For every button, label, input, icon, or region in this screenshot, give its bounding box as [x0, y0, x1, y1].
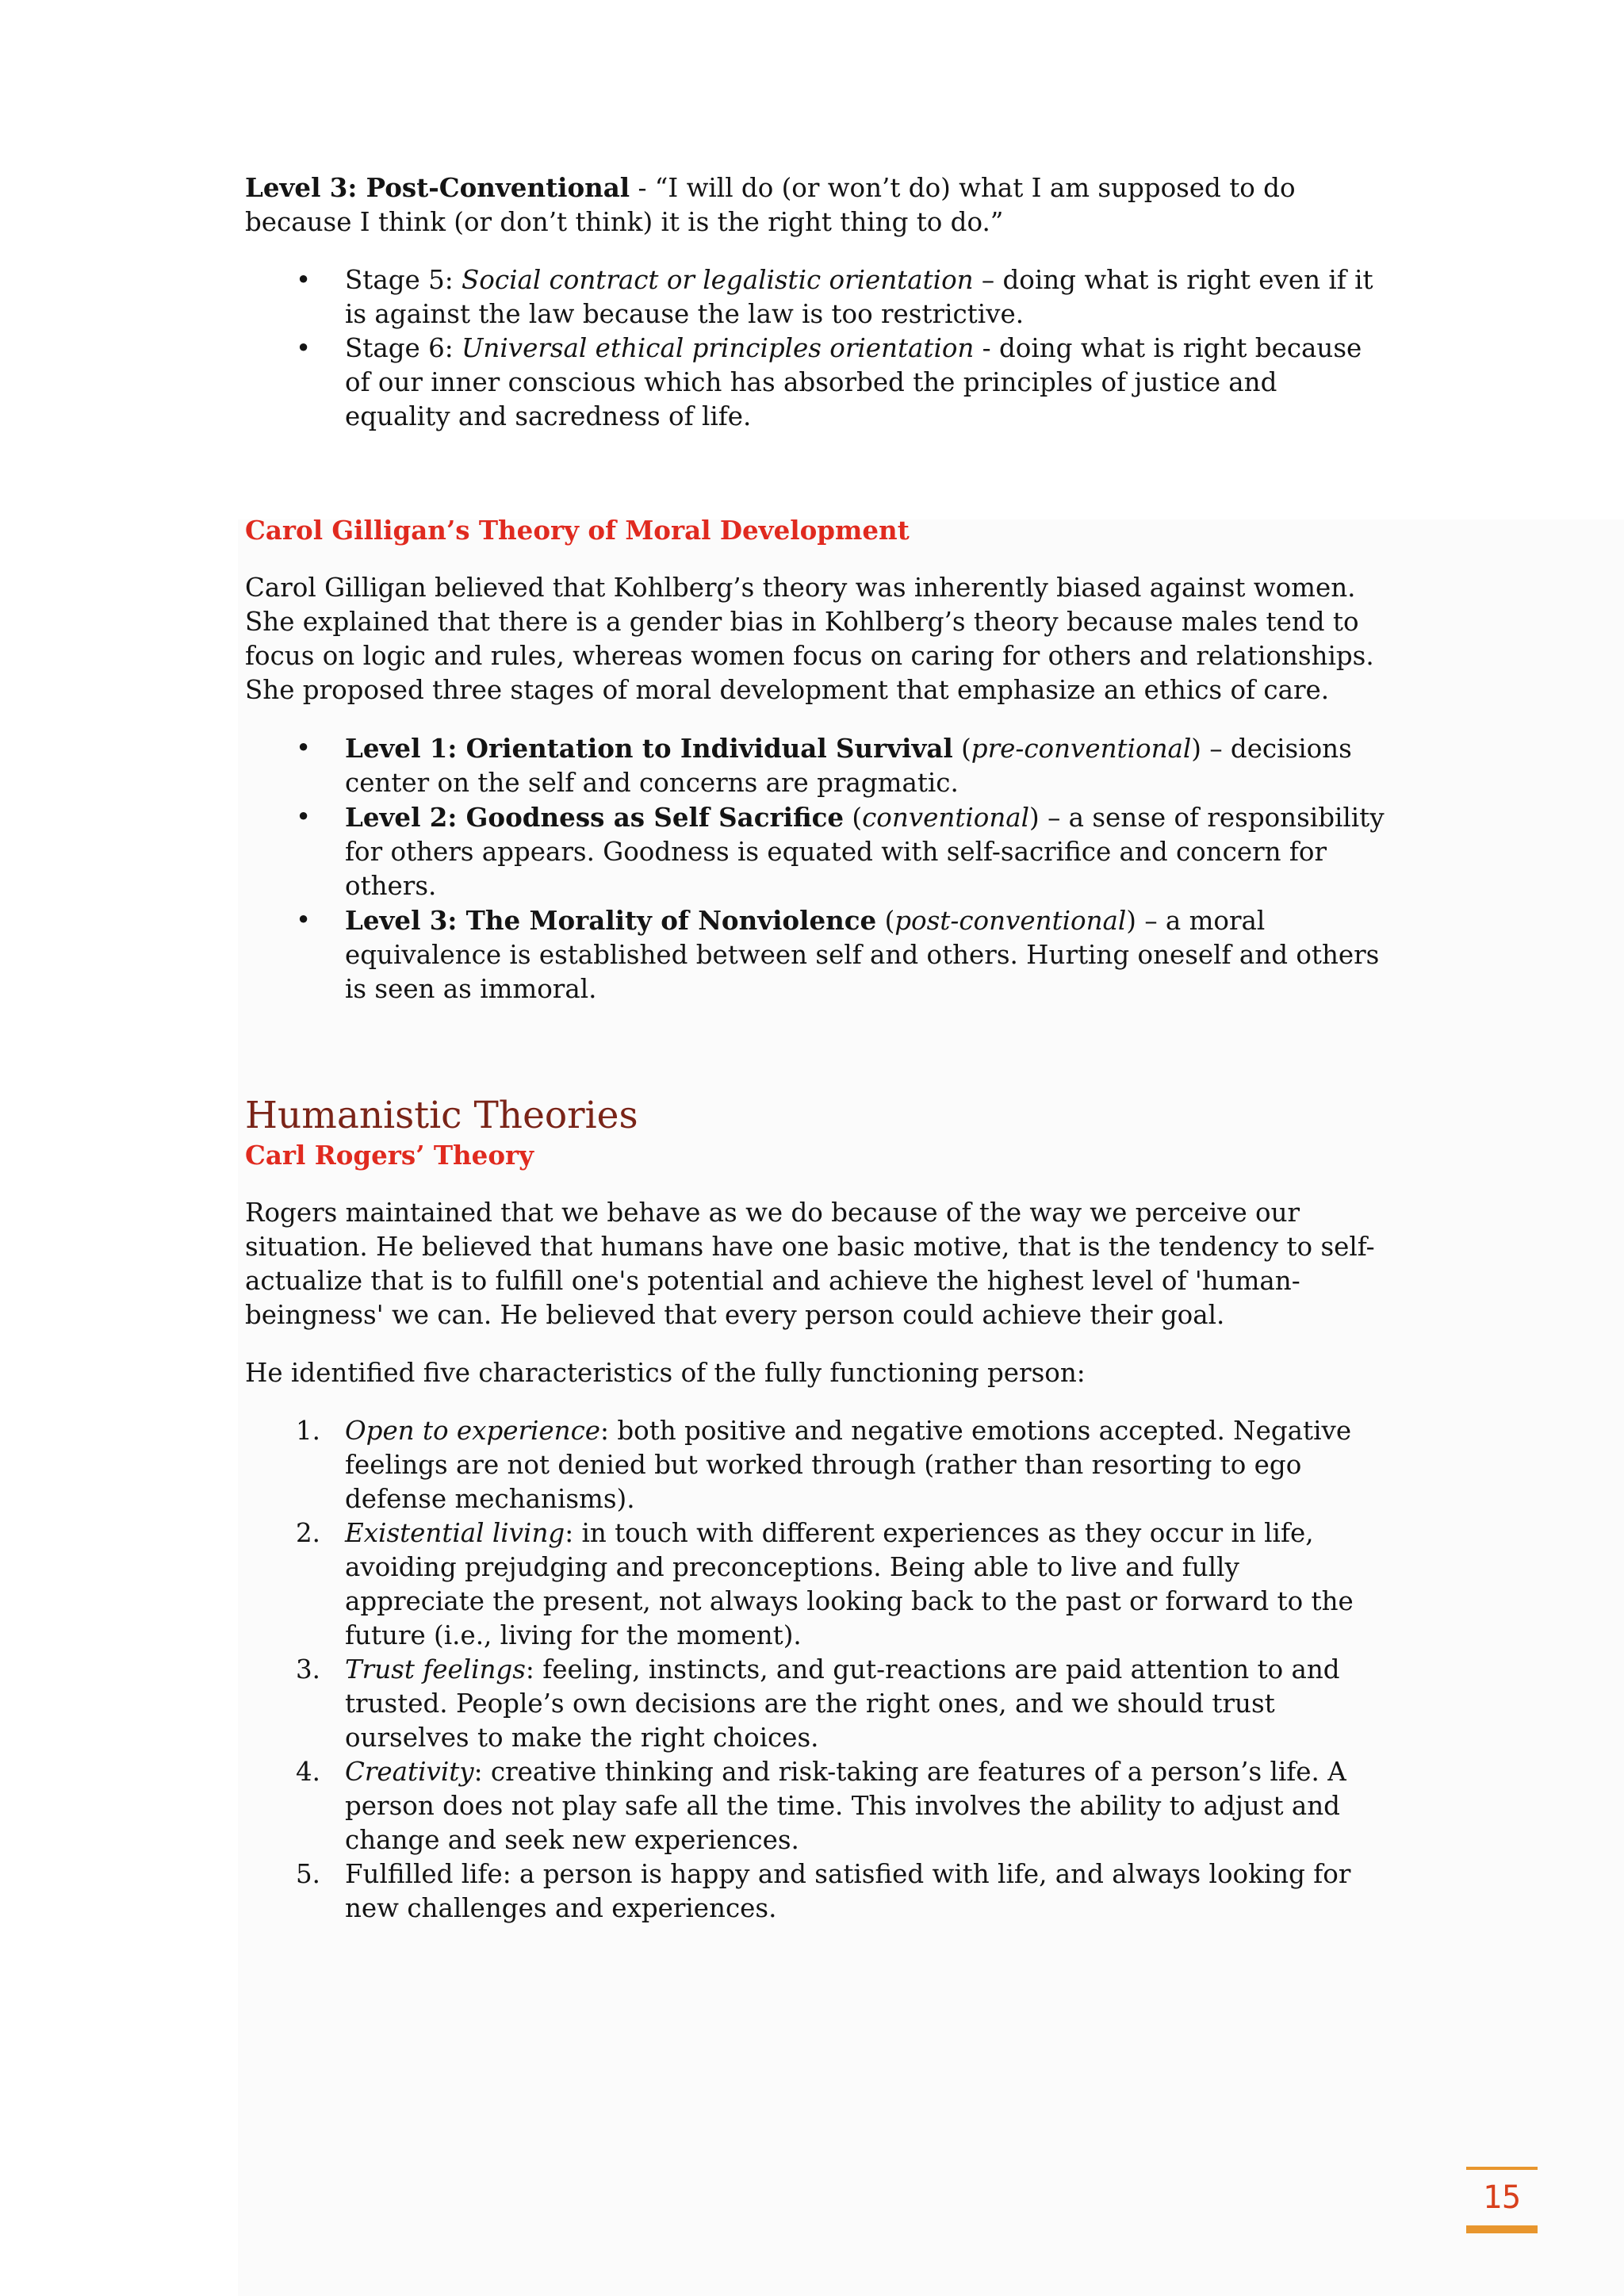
characteristic-term: Creativity [345, 1757, 474, 1787]
stage-prefix: Stage 6: [345, 333, 462, 363]
level3-label: Level 3: Post-Conventional [245, 172, 630, 203]
page-number: 15 [1482, 2179, 1522, 2216]
list-number: 2. [296, 1518, 321, 1548]
level-paren: pre-conventional [971, 734, 1192, 764]
level-name: Level 1: Orientation to Individual Survival [345, 733, 953, 764]
level-name: Level 3: The Morality of Nonviolence [345, 905, 877, 936]
stage-prefix: Stage 5: [345, 265, 462, 295]
level3-text: - “I will do (or won’t do) what I am supposed to do because I think (or don’t think) it is the right thing to do.” [245, 173, 1296, 237]
level-paren: conventional [862, 803, 1030, 833]
list-item: • Level 3: The Morality of Nonviolence (post-conventional) – a moral equivalence is established between self and others. Hurting oneself and others is seen as immoral. [296, 905, 1380, 1004]
page-number-bottom-bar [1466, 2225, 1538, 2233]
characteristic-term: Open to experience [345, 1416, 601, 1446]
list-item [245, 1755, 1387, 1857]
gilligan-section-title: Carol Gilligan’s Theory of Moral Development [245, 515, 910, 546]
bullet-icon: • [296, 733, 312, 763]
level-text: – decisions center on the self and concerns are pragmatic. [345, 734, 1352, 798]
list-item: • Level 1: Orientation to Individual Survival (pre-conventional) – decisions center on the self and concerns are pragmatic. [296, 733, 1352, 798]
gilligan-levels-list [245, 731, 1387, 1006]
level-text: – a sense of responsibility for others appears. Goodness is equated with self-sacrifice and concern for others. [345, 803, 1385, 901]
bullet-icon: • [296, 333, 312, 363]
bullet-icon: • [296, 265, 312, 295]
characteristic-text: : feeling, instincts, and gut-reactions are paid attention to and trusted. People’s own decisions are the right ones, and we should trust ourselves to make the right choices. [345, 1654, 1340, 1753]
list-item [245, 332, 1387, 434]
gilligan-paragraph: Carol Gilligan believed that Kohlberg’s theory was inherently biased against women. She explained that there is a gender bias in Kohlberg’s theory because males tend to focus on logic and rules, whereas women focus on caring for others and relationships. She proposed three stages of moral development that emphasize an ethics of care. [245, 573, 1374, 705]
characteristic-term: Existential living [345, 1518, 565, 1548]
list-item: • Level 2: Goodness as Self Sacrifice (conventional) – a sense of responsibility for others appears. Goodness is equated with self-sacrifice and concern for others. [296, 802, 1385, 901]
list-item [245, 1414, 1387, 1516]
list-item [245, 1516, 1387, 1653]
characteristic-text: : creative thinking and risk-taking are features of a person’s life. A person does not play safe all the time. This involves the ability to adjust and change and seek new experiences. [345, 1757, 1346, 1855]
rogers-subtitle: Carl Rogers’ Theory [245, 1140, 534, 1171]
level3-post-conventional-paragraph [245, 171, 1387, 240]
rogers-paragraph: Rogers maintained that we behave as we do because of the way we perceive our situation. He believed that humans have one basic motive, that is the tendency to self-actualize that is to fulfill one's potential and achieve the highest level of 'human-beingness' we can. He believed that every person could achieve their goal. [245, 1198, 1375, 1330]
stage-name: Social contract or legalistic orientation [462, 265, 974, 295]
characteristic-text: : both positive and negative emotions accepted. Negative feelings are not denied but worked through (rather than resorting to ego defense mechanisms). [345, 1416, 1352, 1514]
stage-text: – doing what is right even if it is against the law because the law is too restrictive. [345, 265, 1373, 329]
bullet-icon: • [296, 905, 312, 935]
kohlberg-stages-list [245, 263, 1387, 434]
characteristic-term: Trust feelings [345, 1654, 526, 1685]
list-item [245, 1653, 1387, 1755]
page-number-top-bar [1466, 2167, 1538, 2170]
page-content [245, 171, 1387, 1926]
stage-name: Universal ethical principles orientation [462, 333, 975, 363]
list-item [245, 263, 1387, 332]
characteristics-list [245, 1414, 1387, 1926]
level-name: Level 2: Goodness as Self Sacrifice [345, 802, 845, 833]
level-text: – a moral equivalence is established between self and others. Hurting oneself and others is seen as immoral. [345, 906, 1380, 1004]
characteristics-intro: He identified five characteristics of the fully functioning person: [245, 1358, 1086, 1388]
bullet-icon: • [296, 802, 312, 832]
list-number: 4. [296, 1757, 321, 1787]
list-number: 5. [296, 1859, 321, 1889]
list-number: 1. [296, 1416, 321, 1446]
list-item [245, 1857, 1387, 1926]
humanistic-heading: Humanistic Theories [245, 1094, 638, 1137]
level-paren: post-conventional [894, 906, 1127, 936]
characteristic-text: Fulfilled life: a person is happy and satisfied with life, and always looking for new challenges and experiences. [345, 1859, 1351, 1923]
page-number-box [1466, 2167, 1538, 2233]
stage-text: - doing what is right because of our inner conscious which has absorbed the principles of justice and equality and sacredness of life. [345, 333, 1362, 431]
characteristic-text: : in touch with different experiences as they occur in life, avoiding prejudging and preconceptions. Being able to live and fully appreciate the present, not always looking back to the past or forward to the future (i.e., living for the moment). [345, 1518, 1354, 1650]
list-number: 3. [296, 1654, 321, 1685]
